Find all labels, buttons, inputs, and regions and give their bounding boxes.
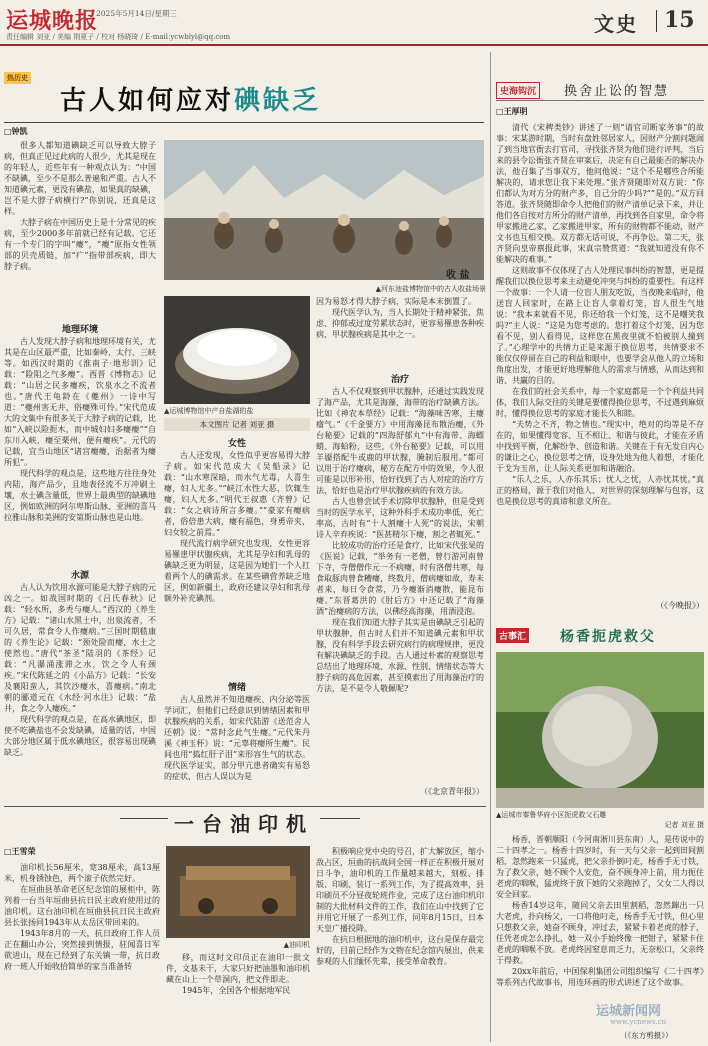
subheading-treatment: 治疗 [390,375,409,385]
subheading-emotion: 情绪 [227,683,246,693]
paragraph: 比较成功的治疗还是食疗，比如宋代张杲的《医说》记载，“举务有一老僧，曾行游河南曾下寺，寺僧僧作元一不病瘿，时有洛僧共寒，每食取豚肉曾食糟瘿，终数月，僧病瘿如故，寿未者来，每日令食常，乃今瘿渐消瘿散，能昆布瘿。”东晋葛洪的《肘后方》中还记载了“海藻酒”治瘿病的方法，以佛经高海藻，用酒浸泡。 [316,541,484,616]
paragraph: “夫势之不齐，物之情也。”现实中，绝对的均等是不存在的，如果懂得宽容、互不相让、和谐与彼此，才能在矛盾中找到平衡，化解纷争、创造和谐。关键在于有无发自内心的谦让之心，换位思考之情，设身处地为他人着想，才能化干戈为玉帛，让人际关系更加和谐融洽。 [496,420,704,473]
newspaper-logo: 运城晚报 [6,8,99,34]
bottom-col1-text [4,862,160,1042]
bottom-title: 一台油印机 [168,808,320,837]
right-top-title: 换舍止讼的智慧 [564,84,670,99]
paragraph: 在垣曲县革命老区纪念馆的展柜中，陈列着一台当年垣曲县抗日民主政府使用过的油印机。这台油印机在垣曲县抗日民主政府县长张扬同1943年从太岳区带回来的。 [4,885,160,927]
paragraph: 油印机长56厘米，宽38厘米，高13厘米，机身锈蚀色，两个滚子依然完好。 [4,863,160,883]
header-rule [0,44,708,46]
right-top-source: （《今晚报》） [656,601,704,610]
paragraph: 现代科学的观点是，这些地方往往身处内陆，海产品少，且地表径流不万冲刷土壤，水土碘含量低，世界上最典型的缺碘地区，例如欧洲的阿尔卑斯山脉、亚洲的喜马拉雅山脉和美洲的安第斯山脉也是山地。 [4,469,156,522]
bottom-col3-text [316,846,484,1042]
article-source: （《北京青年报》） [420,787,484,796]
paragraph: 1945年，全国各个根据地军民 [182,986,291,995]
paragraph: 因为易怒才得大脖子病，实际是本末倒置了。 [316,297,476,306]
main-col3-text [316,296,484,360]
right-top-text [496,122,704,598]
mimeograph-illustration [166,846,310,938]
right-column-tag: 史海钩沉 [496,82,540,99]
right-top-author: □王厚明 [496,106,528,116]
photo-caption: ▲运城博物馆中产自盐湖的盐 [164,407,254,415]
main-col2-text [164,450,310,672]
paragraph: 大脖子病在中国历史上是十分常见的疾病，至少2000多年前就已经有记载。它还有一个专门的字叫“瘿”，“瘿”原指女性领部的贝壳质链，加“疒”指带部疾病，即大脖子病。 [4,218,156,271]
paragraph: 古人不仅观察到甲状腺肿，还通过实践发现了海产品，尤其是海藻、海带的治疗缺碘方法。比如《神农本草经》记载：“海藻味苦寒，主瘿瘤气。”《千金要方》中用海藻昆布散治瘿，《外台秘要》记载的“四海舒郁丸”中有海带、海螵蛸、海蛤粉，这些，《外台秘要》记载，可以用羊靥搭配牛或鹿的甲状腺，腌制后服用。”都可以用于治疗瘿病，秘方在配方中的效果，令人很可能是以形补形，恰好找到了古人对症的治疗方法，恰好也是治疗甲状腺疾病的有效方法。 [316,387,484,495]
subheading-geography: 地理环境 [61,325,98,335]
paragraph: 现代流行病学研究也发现，女性更容易罹患甲状腺疾病，尤其是孕妇和乳母的碘缺乏更为明显，这是因为她们一个人扛着两个人的碘需求。在某些碘营养缺乏地区，例如新疆土，政府还建议孕妇和乳母额外补充碘剂。 [164,539,310,603]
subheading-female: 女性 [227,439,246,449]
bottom-section-rule [4,806,486,807]
watermark-logo: 运城新闻网 [596,1004,662,1019]
main-title [60,80,321,117]
bottom-col2-text [166,952,310,1042]
photo-caption: ▲油印机 [283,941,310,949]
paragraph: 杨香，晋朝顺阳（今河南淅川县东南）人，是传说中的二十四孝之一。杨香十四岁时，有一天与父亲一起到田间割稻，忽然跑来一只猛虎，把父亲扑倒叼走，杨香手无寸铁，为了救父亲，她不顾个人安危，奋不顾身冲上前，用力扼住老虎的咽喉，猛虎终于放下她的父亲跑掉了，父女二人得以安全回家。 [496,835,704,899]
main-col1-text2 [4,336,156,564]
right-bottom-source: （《东方剪报》） [620,1031,673,1040]
tiger-statue-photo [496,652,704,808]
paragraph: 古人发现大脖子病和地理环境有关，尤其是在山区最严重，比如秦岭、太行、三峡等。如西汉时期的《淮南子·地形训》记载：“险阻之气多瘿”。西晋《博物志》记载：“山居之民多瘿疾，饮泉水之不流者也。”唐代王龟龄在《夔州》一诗中写道：“夔州害无井，俗瘿殊可怜。”宋代范成大的文集中有很多关于大脖子病的记载，比如“入峡以险扼木，而中城妇妇多瘿瘿”“自东川入峡，瘿至栗州，便有瘿疾”。元代的记载，宜当山地区“诸宫瘿瘿，治据者为瘿所犯”。 [4,337,156,467]
photo-credit: 本文图片 记者 刘亚 摄 [164,418,310,431]
paragraph: 古人认为饮用水源可能是大脖子病的元凶之一。如战国时期的《吕氏春秋》记载：“轻水所，多秃与瘿人。”西汉的《养生方》记载：“诸山水黑土中，出泉流者，不可久居，常食令人作瘿病。”三国时期嵇康的《养生论》记载：“颈处险而瘿，水土之使然也。”唐代“茶圣”陆羽的《茶经》记载：“凡瀑涌涨滞之水，饮之令人有颈疾。”宋代陈延之的《小品方》记载：“长安及襄阳蛮人，其饮沙瘿水，喜瘿病。”南北朝的郦道元在《水经·河水注》记载：“盐井，食之令人瘿疾。” [4,583,156,713]
main-col3-text2 [316,386,484,784]
paragraph: 积极响应党中央的号召，扩大解放区，缩小敌占区，垣曲的抗战同全国一样正在积极开展对日斗争，油印机的工作量越来越大，刻板、排版、印刷、装订一系列工作，为了提高效率，县印刷员不分昼夜轮班作业，完成了这台油印机印制的大批材料文件的工作，我们在山中找到了它并用它开展了一系列工作，同年8月15日，日本天皇广播投降。 [316,847,484,933]
subheading-water: 水源 [70,571,89,581]
paragraph: 在抗日根据地的油印机中，这台是保存最完好的，目前已经作为文物在纪念馆内展出，供来参观的人们缅怀先辈，接受革命教育。 [316,935,484,966]
paragraph: 古人还发现，女性似乎更容易得大脖子病。如宋代范成大《吴船录》记载：“山水寒深暗，而水气尤毒，人喜生瘿，妇人尤多。”“峡江水性大恶，饮辄生瘿，妇人尤多。”明代王叔惠《齐曾》记载：“女之病诗所言多瘿。”“豪家有瘿病者，俗倍患大病，瘿有福色，身勇帝夹，妇女较之前焉。” [164,451,310,537]
main-title-a: 古人如何应对 [60,86,235,116]
right-bottom-text [496,834,704,1024]
right-bottom-tag: 古事汇 [496,628,529,643]
paragraph: 古人也曾尝试手术切除甲状腺肿，但是受到当时的医学水平，这种外科手术成功率低，死亡率高，古时有“十人割瘿十人死”的说法，宋朝诗人辛弃疾说：“医甚精尔下瘿，割之者辄死。” [316,497,484,539]
paragraph: 现代医学认为，当人长期处于精神紧张、焦虑、抑郁或过度劳累状态时，更容易罹患各种疾病，甲状腺疾病是其中之一。 [316,308,484,339]
salt-pile-photo [164,296,310,404]
paragraph: 20xx年前后，中国保利集团公司组织编写《二十四孝》等系列古代故事书，用连环画的形式讲述了这个故事。 [496,967,704,987]
column-tag: 热历史 [4,72,31,84]
main-title-b: 碘缺乏 [234,86,322,116]
salt-pile-illustration [164,296,310,404]
paragraph: 很多人都知道碘缺乏可以导致大脖子病，但真正见过此病的人很少，尤其是现在的年轻人，近些年有一种观点认为：“中国不缺碘，至少不是那么普遍和严重。古人不知道碘元素，更没有碘盐，如果真的缺碘，岂不是大脖子病横行?”你别说，还真是这样。 [4,141,156,216]
photo-label: 收 盐 [446,270,470,281]
salt-harvest-photo [164,140,484,280]
paragraph: 在我们的社会关系中，每一个家庭都是一个个利益共同体，我们人际交往的关键是要懂得换位思考，不过遇到麻烦时，懂得换位思考的家庭才能长久和睦。 [496,387,704,418]
main-col1-text [4,140,156,290]
paragraph: 古人虽然并不知道瘿疾、内分泌等医学词汇，但他们已经意识到情绪因素和甲状腺疾病的关系，如宋代陆游《送范舍人还朝》说：“常时念此气生瘿。”元代朱丹溪《神玉杯》说：“元辜将瘿所生瘿”。民间也用“捣红肝子泪”来形容生气的状态。现代医学证实，部分甲亢患者确实有易怒的症状，但古人误以为是 [164,695,310,781]
bottom-author: □王雪荣 [4,846,36,856]
editor-credits: 责任编辑 刘亚 / 美编 荆夏子 / 校对 杨晓琦 / E-mail:ycwblyl@qq.com [6,33,231,41]
salt-harvest-illustration [164,140,484,280]
watermark-url: www.ycnews.cn [610,1018,667,1026]
paragraph: 杨香14岁这年，随同父亲去田里割稻，忽然蹿出一只大老虎，扑向杨父，一口将他叼走，杨香手无寸铁，但心里只想救父亲，她奋不顾身，冲过去，紧紧卡着老虎的脖子，任凭老虎怎么挣扎，她一双小手始终像一把钳子，紧紧卡住老虎的咽喉不放。老虎终因窒息而乏力，无奈松口，父亲终于得救。 [496,901,704,965]
tiger-statue-illustration [496,652,704,808]
page-number: 15 [664,7,695,33]
photo-caption: ▲河东池盐博物馆中的古人收盐场景 [375,285,486,293]
paragraph: 移，而这时文印员正在油印一批文件，文基未干，大家只好把油墨和油印机藏在山上一个草洞内，把文件即走。 [166,953,310,984]
paragraph: 1943年8月的一天，抗日政府工作人员正在翻山办公，突然接到情报，驻闻喜日军欲进山，现在已经到了东关镇一带，抗日政府一班人开始收拾简单的家当准备转 [4,929,160,971]
paragraph: 清代《宋稗类钞》讲述了一则“请官司断家务事”的故事：宋某游时期，当时有盘姓邻居家人，因财产分割问题闹了到当地官衙去打官司，寻找张齐贤为他们进行评判，当后来的县令讼衙张齐贤在审案后，决定有自己最能否的解决办法，他召集了当事双方，他问他说：“这个不是哪些合所能解决的，请求您让我下来处理。”张齐贤随即对双方说：“你们都认为对方分的财产多，自己分的少吗?””是的。”双方回答道。张齐贤随即命令人把他们的财产清单记录下来，并让他们各自按对方所分的财产清单，再找到各自家里，命令将甲家搬进乙家，乙家搬进甲家，所有的财物都不能动，财产文书也互相交换。双方都无话可说，不再争讼。第二天，张齐贤向皇帝禀报此事，宋真宗赞赏道：“我就知道没有你不能解决的难事。” [496,123,704,264]
photo-credit: 记者 刘亚 摄 [664,821,704,829]
photo-caption: ▲运城市秦鲁华府小区扼虎救父石雕 [496,811,607,819]
paragraph: 现代科学的观点是，在高水碘地区，即使不吃碘盐也不会发缺碘，适量的话，中国大部分地区属于低水碘地区，很容易出现碘缺乏。 [4,715,156,757]
header-divider [656,10,657,32]
column-divider [490,52,491,1042]
section-name: 文史 [594,12,638,36]
mimeograph-photo [166,846,310,938]
issue-date: 2025年5月14日/星期三 [96,9,177,18]
right-top-rule [496,100,704,101]
right-bottom-title: 杨香扼虎救父 [560,629,656,645]
paragraph: “乐人之乐，人亦乐其乐；忧人之忧，人亦忧其忧。”真正的格局，源于我们对他人、对世界的深刻理解与包容，这也是换位思考的真谛和意义所在。 [496,475,704,506]
main-col2-text2 [164,694,310,790]
paragraph: 这则故事不仅体现了古人处理民事纠纷的智慧，更是提醒我们以换位思考来主动避免冲突与纠纷的重要性。有这样一个故事：一个人请一位盲人朋友吃饭，当夜晚来临时，他送盲人回家时，在路上让盲人拿着灯笼，盲人很生气地说：“我本来就看不见，你还给我一个灯笼，这不是嘲笑我吗?”主人说：“这是为您考虑的。您打着这个灯笼，因为您看不见，别人看得见，这样您在黑夜里就不怕被别人撞到了。”心理学中的共情力正是来源于换位思考，共情要求不能仅仅停留在自己的利益和眼中，也要学会从他人的立场和角度出发，才能更好地理解他人的需求与情感，从而达到和谐、共赢的目的。 [496,266,704,385]
main-col1-text3 [4,582,156,774]
main-author: □钟凯 [4,126,28,136]
paragraph: 现在我们知道大脖子其实是由碘缺乏引起的甲状腺肿，但古时人们并不知道碘元素和甲状腺，没有科学手段去研究病行的病理规律，更没有解决碘缺乏的手段。古人通过朴素的观察思考总结出了地理环境、水源、性别、情绪状态等大脖子病的高危因素，甚至摸索出了用海藻治疗的方法，是不是令人敬佩呢? [316,618,484,693]
title-rule [4,122,484,123]
